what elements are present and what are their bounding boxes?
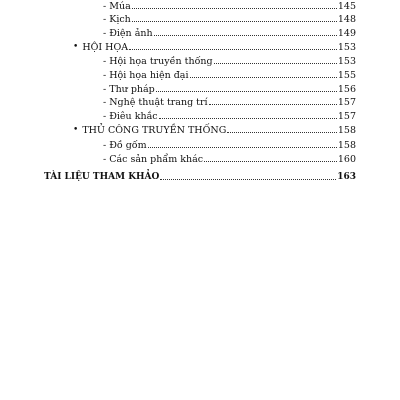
toc-entry [103, 139, 356, 151]
toc-entry-label: THỦ CÔNG TRUYỀN THỐNG [82, 125, 227, 136]
toc-entry-label: - Đồ gốm [103, 140, 147, 151]
dot-leader [156, 91, 337, 92]
toc-page-number: 158 [337, 140, 356, 151]
toc-page-number: 149 [337, 28, 356, 39]
toc-page-number: 158 [337, 125, 356, 136]
toc-entry-label: - Hội họa hiện đại [103, 70, 189, 81]
toc-entry-label: - Nghệ thuật trang trí [103, 97, 208, 108]
dot-leader [132, 8, 337, 9]
toc-entry [103, 55, 356, 67]
dot-leader [190, 77, 337, 78]
toc-entry [73, 124, 356, 136]
dot-leader [160, 179, 336, 180]
toc-entry [103, 13, 356, 25]
toc-entry [103, 27, 356, 39]
toc-page-number: 145 [337, 1, 356, 12]
toc-entry-label: - Kịch [103, 14, 131, 25]
toc-entry-label: HỘI HỌA [82, 42, 129, 53]
toc-entry [103, 110, 356, 122]
toc-page-number: 148 [337, 14, 356, 25]
toc-page-number: 157 [337, 97, 356, 108]
dot-leader [214, 63, 337, 64]
toc-entry-label: - Các sản phẩm khác [103, 154, 204, 165]
dot-leader [148, 147, 337, 148]
bullet-icon: • [73, 42, 79, 52]
toc-entry [73, 41, 356, 53]
toc-page-number: 155 [337, 70, 356, 81]
dot-leader [159, 118, 337, 119]
dot-leader [209, 104, 337, 105]
toc-entry [103, 69, 356, 81]
toc-entry-label: - Điện ảnh [103, 28, 153, 39]
toc-page-number: 163 [337, 172, 356, 182]
toc-entry [103, 96, 356, 108]
dot-leader [129, 49, 337, 50]
dot-leader [227, 132, 337, 133]
toc-page-number: 160 [337, 154, 356, 165]
toc-entry [103, 83, 356, 95]
toc-entry [103, 0, 356, 12]
toc-entry [103, 153, 356, 165]
toc-entry-label: - Thư pháp [103, 84, 155, 95]
toc-page-number: 153 [337, 42, 356, 53]
toc-page-number: 157 [337, 111, 356, 122]
toc-entry-label: - Điêu khắc [103, 111, 158, 122]
dot-leader [132, 21, 337, 22]
bullet-icon: • [73, 125, 79, 135]
toc-entry-label: - Hội họa truyền thống [103, 56, 213, 67]
dot-leader [204, 161, 337, 162]
toc-entry-label: TÀI LIỆU THAM KHẢO [44, 172, 160, 182]
toc-page-number: 153 [337, 56, 356, 67]
dot-leader [154, 35, 337, 36]
toc-entry-references [44, 171, 356, 183]
toc-entry-label: - Múa [103, 1, 131, 12]
toc-page-number: 156 [337, 84, 356, 95]
